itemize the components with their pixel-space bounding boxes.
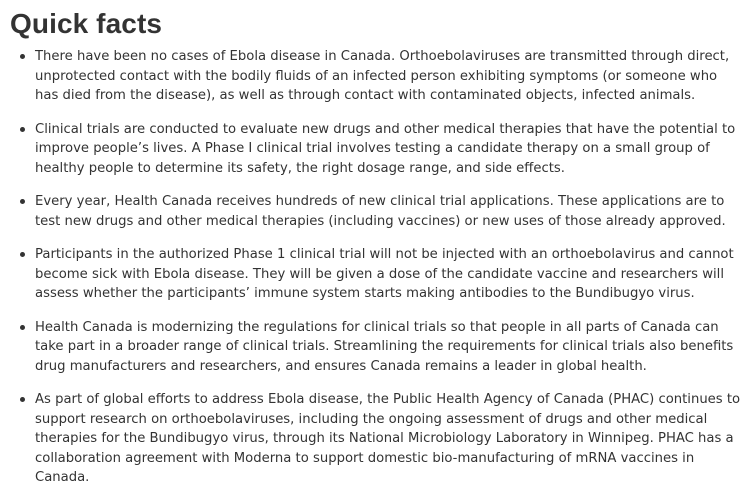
section-title: Quick facts bbox=[10, 8, 163, 39]
facts-list bbox=[0, 47, 750, 502]
fact-text: Every year, Health Canada receives hundreds of new clinical trial applications. These applications are to test new drugs and other medical therapies (including vaccines) or new uses of those already approved. bbox=[35, 194, 726, 229]
list-item bbox=[0, 318, 750, 377]
list-item bbox=[0, 120, 750, 179]
fact-text: There have been no cases of Ebola disease in Canada. Orthoebolaviruses are transmitted through direct, unprotected contact with the bodily fluids of an infected person exhibiting symptoms (or someone who has died from the disease), as well as through contact with contaminated objects, infected animals. bbox=[35, 49, 730, 103]
bullet-icon bbox=[20, 252, 25, 257]
fact-text: Participants in the authorized Phase 1 clinical trial will not be injected with an orthoebolavirus and cannot become sick with Ebola disease. They will be given a dose of the candidate vaccine and researchers will assess whether the participants’ immune system starts making antibodies to the Bundibugyo virus. bbox=[35, 247, 734, 301]
list-item bbox=[0, 390, 750, 488]
fact-text: Health Canada is modernizing the regulations for clinical trials so that people in all parts of Canada can take part in a broader range of clinical trials. Streamlining the requirements for clinical trials also benefits drug manufacturers and researchers, and ensures Canada remains a leader in global health. bbox=[35, 319, 734, 374]
list-item bbox=[0, 47, 750, 106]
bullet-icon bbox=[20, 397, 25, 402]
list-item bbox=[0, 245, 750, 304]
bullet-icon bbox=[20, 54, 25, 59]
bullet-icon bbox=[20, 199, 25, 204]
fact-text: Clinical trials are conducted to evaluate new drugs and other medical therapies that have the potential to improve people’s lives. A Phase I clinical trial involves testing a candidate therapy on a small group of healthy people to determine its safety, the right dosage range, and side effects. bbox=[35, 121, 736, 176]
bullet-icon bbox=[20, 325, 25, 330]
fact-text: As part of global efforts to address Ebola disease, the Public Health Agency of Canada (PHAC) continues to support research on orthoebolaviruses, including the ongoing assessment of drugs and other medical therapies for the Bundibugyo virus, through its National Microbiology Laboratory in Winnipeg. PHAC has a collaboration agreement with Moderna to support domestic bio-manufacturing of mRNA vaccines in Canada. bbox=[35, 392, 741, 485]
list-item bbox=[0, 192, 750, 231]
bullet-icon bbox=[20, 127, 25, 132]
